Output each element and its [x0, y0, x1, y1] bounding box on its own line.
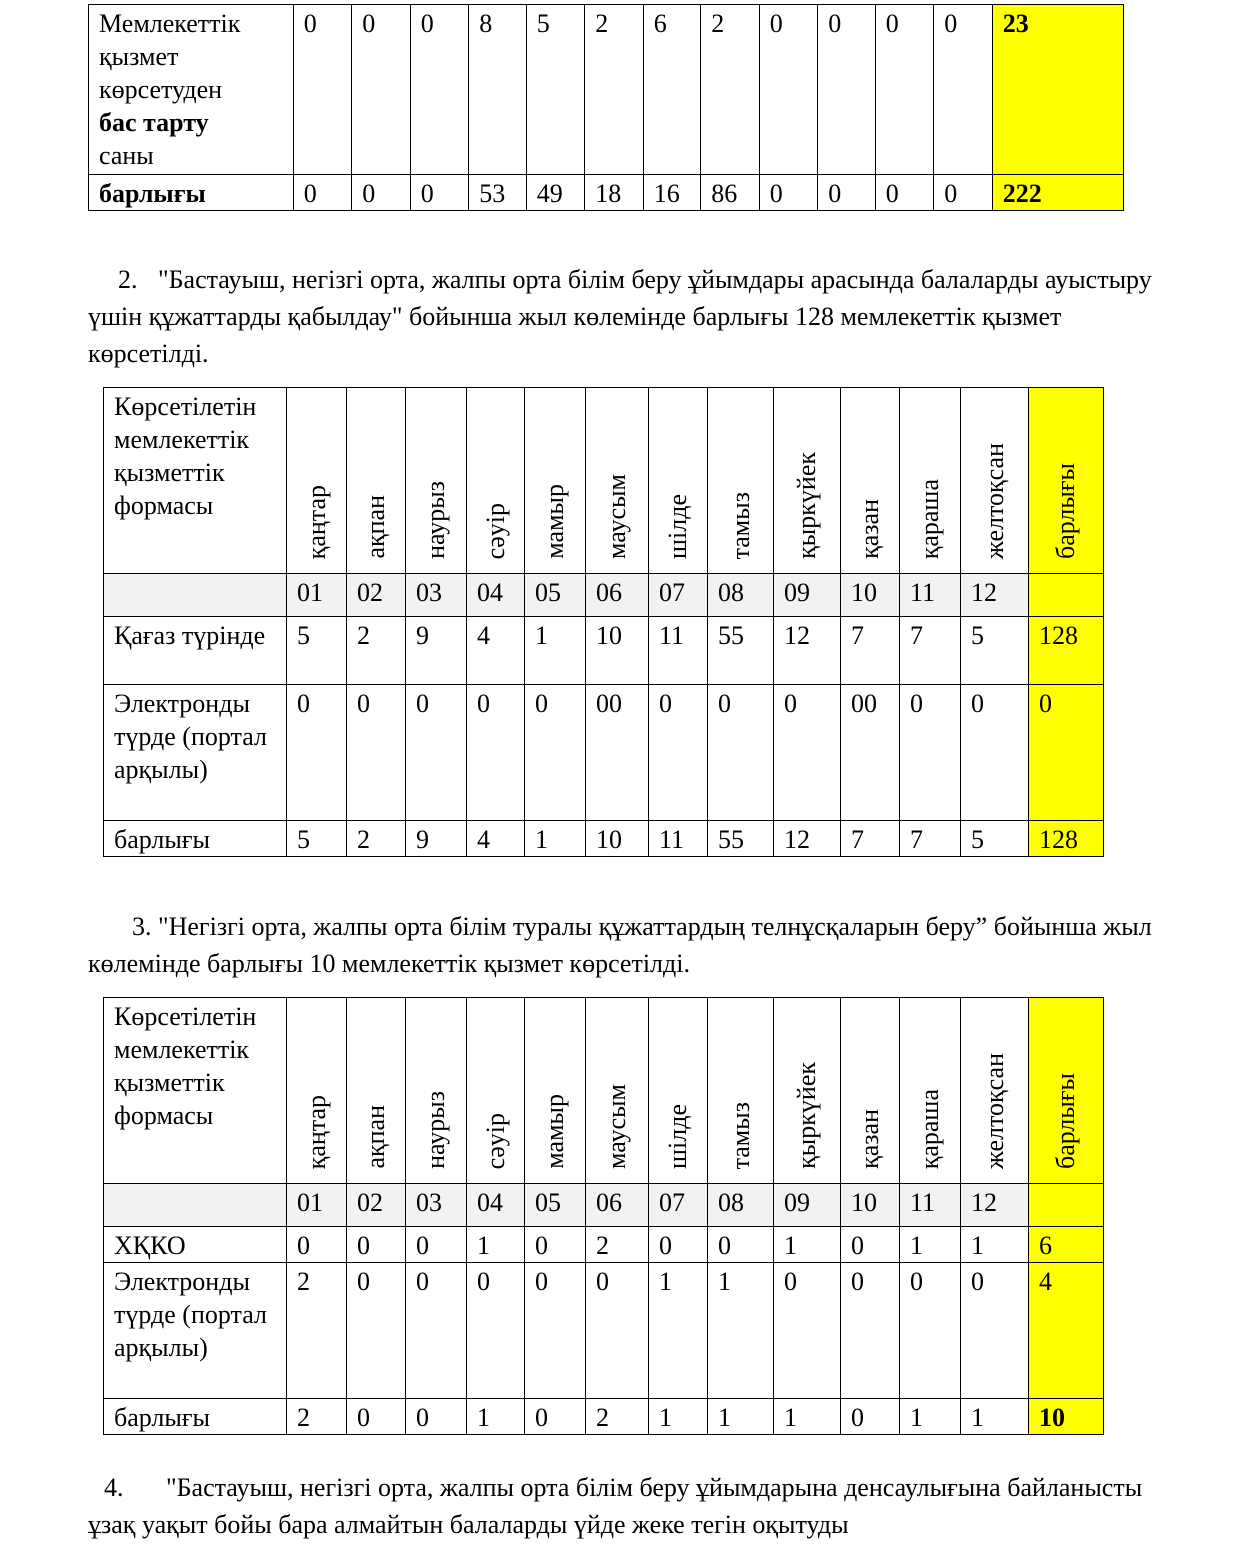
month-header: [774, 388, 841, 574]
table-cell: 5: [526, 5, 585, 175]
table-cell: 0: [759, 5, 818, 175]
table-cell: 5: [961, 821, 1029, 857]
table-cell: 11: [649, 617, 708, 685]
table-cell: 1: [525, 617, 586, 685]
table-cell: 0: [818, 175, 876, 211]
month-header: [649, 998, 708, 1184]
month-code: 12: [961, 574, 1029, 617]
row-label: Мемлекеттік қызмет көрсетуден бас тарту саны: [89, 5, 294, 175]
table-cell: 0: [875, 5, 934, 175]
table-cell: 1: [708, 1263, 774, 1399]
month-header: [900, 388, 961, 574]
section-4-text: "Бастауыш, негізгі орта, жалпы орта білім беру ұйымдарына денсаулығына байланысты ұзақ уақыт бойы бара алмайтын балаларды үйде жеке тегін оқытуды: [88, 1473, 1143, 1539]
table-row: [104, 685, 1104, 821]
table-cell: 16: [643, 175, 701, 211]
month-label: сәуір: [480, 1112, 510, 1169]
table-cell: 7: [900, 617, 961, 685]
month-header: [774, 998, 841, 1184]
month-label: тамыз: [725, 1101, 755, 1169]
month-code: 11: [900, 1184, 961, 1227]
table-cell: 2: [347, 821, 406, 857]
table-cell: 9: [406, 821, 467, 857]
month-code: 05: [525, 1184, 586, 1227]
month-code: 01: [287, 1184, 347, 1227]
month-header: [961, 998, 1029, 1184]
month-label: маусым: [602, 1084, 631, 1169]
month-label: қазан: [855, 1109, 884, 1169]
table-cell: 0: [774, 685, 841, 821]
table-2: [103, 387, 1104, 857]
month-header: [406, 998, 467, 1184]
header-row: [104, 388, 1104, 574]
table-row: [104, 821, 1104, 857]
month-header: [287, 998, 347, 1184]
table-cell: 0: [525, 1399, 586, 1435]
month-label: қаңтар: [301, 1094, 331, 1169]
month-code: 09: [774, 1184, 841, 1227]
code-label-cell: [104, 1184, 287, 1227]
table-cell: 0: [649, 685, 708, 821]
table-cell: 0: [934, 175, 993, 211]
table-cell: 7: [841, 821, 900, 857]
row-label: барлығы: [89, 175, 294, 211]
month-label: шілде: [663, 494, 692, 559]
table-cell: 10: [586, 617, 649, 685]
table-cell: 0: [287, 685, 347, 821]
month-label: қараша: [915, 478, 944, 559]
month-header: [961, 388, 1029, 574]
month-code: 07: [649, 1184, 708, 1227]
month-label: мамыр: [540, 484, 569, 559]
table-cell: 0: [352, 175, 411, 211]
month-header: [841, 388, 900, 574]
table-cell: 00: [586, 685, 649, 821]
total-cell: 10: [1029, 1399, 1104, 1435]
month-header: [287, 388, 347, 574]
table-cell: 0: [841, 1263, 900, 1399]
table-cell: 0: [841, 1399, 900, 1435]
table-cell: 2: [585, 5, 644, 175]
month-header: [649, 388, 708, 574]
row-label: Электронды түрде (портал арқылы): [104, 685, 287, 821]
month-label: наурыз: [421, 481, 450, 559]
row-label: Қағаз түрінде: [104, 617, 287, 685]
month-code: 11: [900, 574, 961, 617]
month-header: [525, 998, 586, 1184]
month-label: шілде: [663, 1104, 692, 1169]
month-label: ақпан: [361, 1105, 390, 1169]
table-cell: 1: [467, 1399, 525, 1435]
table-cell: 0: [287, 1227, 347, 1263]
section-3-text: "Негізгі орта, жалпы орта білім туралы құжаттардың телнұсқаларын беру” бойынша жыл көлемінде барлығы 10 мемлекеттік қызмет көрсетілді.: [88, 912, 1152, 978]
code-total-cell: [1029, 574, 1104, 617]
table-cell: 00: [841, 685, 900, 821]
total-cell: 128: [1029, 821, 1104, 857]
table-row: [89, 5, 1124, 175]
table-row: [104, 1263, 1104, 1399]
table-cell: 0: [406, 1227, 467, 1263]
month-code: 03: [406, 1184, 467, 1227]
month-code: 08: [708, 1184, 774, 1227]
row-label: барлығы: [104, 821, 287, 857]
month-code: 08: [708, 574, 774, 617]
month-label: мамыр: [540, 1094, 569, 1169]
code-row: [104, 574, 1104, 617]
table-cell: 49: [526, 175, 585, 211]
table-cell: 1: [961, 1227, 1029, 1263]
table-cell: 0: [406, 1399, 467, 1435]
row-label: ХҚКО: [104, 1227, 287, 1263]
table-cell: 0: [708, 685, 774, 821]
table-cell: 0: [347, 1399, 406, 1435]
table-cell: 0: [467, 1263, 525, 1399]
table-cell: 53: [469, 175, 527, 211]
table-cell: 0: [525, 1263, 586, 1399]
month-label: ақпан: [361, 495, 390, 559]
month-code: 04: [467, 574, 525, 617]
table-row: [104, 1227, 1104, 1263]
table-cell: 1: [649, 1399, 708, 1435]
table-cell: 4: [467, 617, 525, 685]
table-row: [89, 175, 1124, 211]
table-cell: 2: [287, 1399, 347, 1435]
table-cell: 9: [406, 617, 467, 685]
month-header: [586, 388, 649, 574]
month-code: 01: [287, 574, 347, 617]
month-label: қаңтар: [301, 484, 331, 559]
table-cell: 5: [961, 617, 1029, 685]
month-header: [708, 388, 774, 574]
month-header: [467, 998, 525, 1184]
table-cell: 1: [900, 1227, 961, 1263]
table-cell: 12: [774, 821, 841, 857]
table-cell: 1: [774, 1399, 841, 1435]
table-cell: 0: [934, 5, 993, 175]
table-cell: 2: [347, 617, 406, 685]
table-cell: 0: [961, 1263, 1029, 1399]
month-label: тамыз: [725, 491, 755, 559]
table-cell: 0: [818, 5, 876, 175]
total-header: [1029, 388, 1104, 574]
month-label: желтоқсан: [979, 442, 1009, 559]
table-cell: 1: [708, 1399, 774, 1435]
code-total-cell: [1029, 1184, 1104, 1227]
table-cell: 0: [649, 1227, 708, 1263]
month-code: 02: [347, 574, 406, 617]
table-cell: 0: [774, 1263, 841, 1399]
section-4-number: 4.: [104, 1473, 124, 1502]
month-header: [900, 998, 961, 1184]
table-cell: 2: [287, 1263, 347, 1399]
table-cell: 11: [649, 821, 708, 857]
table-cell: 2: [586, 1399, 649, 1435]
total-cell: 4: [1029, 1263, 1104, 1399]
total-header: [1029, 998, 1104, 1184]
table-cell: 0: [347, 1227, 406, 1263]
table-cell: 18: [585, 175, 644, 211]
header-label: Көрсетілетін мемлекеттік қызметтік формасы: [104, 998, 287, 1184]
table-cell: 0: [293, 5, 352, 175]
month-code: 07: [649, 574, 708, 617]
total-label: барлығы: [1051, 462, 1080, 559]
total-cell: 128: [1029, 617, 1104, 685]
month-header: [525, 388, 586, 574]
month-label: қыркүйек: [792, 452, 821, 559]
month-header: [467, 388, 525, 574]
total-cell: 23: [992, 5, 1123, 175]
month-code: 06: [586, 574, 649, 617]
row-label: барлығы: [104, 1399, 287, 1435]
table-cell: 86: [701, 175, 760, 211]
month-code: 04: [467, 1184, 525, 1227]
section-2-paragraph: [88, 261, 1188, 372]
code-label-cell: [104, 574, 287, 617]
row-label: Электронды түрде (портал арқылы): [104, 1263, 287, 1399]
table-cell: 0: [410, 5, 469, 175]
total-cell: 0: [1029, 685, 1104, 821]
table-cell: 0: [961, 685, 1029, 821]
month-label: сәуір: [480, 502, 510, 559]
month-header: [708, 998, 774, 1184]
total-cell: 222: [992, 175, 1123, 211]
table-cell: 0: [347, 685, 406, 821]
section-2-text: "Бастауыш, негізгі орта, жалпы орта білім беру ұйымдары арасында балаларды ауыстыру үшін құжаттарды қабылдау" бойынша жыл көлемінде барлығы 128 мемлекеттік қызмет көрсетілді.: [88, 265, 1152, 368]
table-cell: 0: [525, 1227, 586, 1263]
table-cell: 0: [467, 685, 525, 821]
table-cell: 5: [287, 617, 347, 685]
table-cell: 0: [293, 175, 352, 211]
table-cell: 1: [900, 1399, 961, 1435]
table-cell: 0: [406, 1263, 467, 1399]
month-code: 03: [406, 574, 467, 617]
table-cell: 12: [774, 617, 841, 685]
month-label: желтоқсан: [979, 1052, 1009, 1169]
table-cell: 1: [525, 821, 586, 857]
month-label: қазан: [855, 499, 884, 559]
table-cell: 1: [774, 1227, 841, 1263]
month-code: 10: [841, 574, 900, 617]
month-label: наурыз: [421, 1091, 450, 1169]
table-cell: 1: [961, 1399, 1029, 1435]
code-row: [104, 1184, 1104, 1227]
month-code: 12: [961, 1184, 1029, 1227]
total-cell: 6: [1029, 1227, 1104, 1263]
table-row: [104, 1399, 1104, 1435]
table-cell: 0: [759, 175, 818, 211]
table-cell: 6: [643, 5, 701, 175]
table-cell: 0: [525, 685, 586, 821]
table-cell: 4: [467, 821, 525, 857]
table-cell: 0: [841, 1227, 900, 1263]
table-cell: 0: [875, 175, 934, 211]
month-header: [347, 388, 406, 574]
table-cell: 8: [469, 5, 527, 175]
table-cell: 0: [352, 5, 411, 175]
table-cell: 0: [900, 1263, 961, 1399]
section-3-paragraph: [88, 908, 1188, 982]
section-3-number: 3.: [132, 912, 152, 941]
header-label: Көрсетілетін мемлекеттік қызметтік формасы: [104, 388, 287, 574]
section-2-number: 2.: [118, 265, 138, 294]
table-cell: 1: [467, 1227, 525, 1263]
month-code: 09: [774, 574, 841, 617]
table-cell: 2: [586, 1227, 649, 1263]
header-row: [104, 998, 1104, 1184]
table-cell: 55: [708, 617, 774, 685]
table-cell: 0: [900, 685, 961, 821]
table-cell: 0: [347, 1263, 406, 1399]
table-cell: 7: [841, 617, 900, 685]
month-label: қыркүйек: [792, 1062, 821, 1169]
month-code: 06: [586, 1184, 649, 1227]
month-code: 10: [841, 1184, 900, 1227]
table-cell: 10: [586, 821, 649, 857]
month-label: қараша: [915, 1088, 944, 1169]
row-label-bold: бас тарту: [99, 108, 209, 137]
table-cell: 0: [410, 175, 469, 211]
table-cell: 5: [287, 821, 347, 857]
table-cell: 1: [649, 1263, 708, 1399]
table-cell: 0: [586, 1263, 649, 1399]
table-row: [104, 617, 1104, 685]
month-header: [406, 388, 467, 574]
month-code: 05: [525, 574, 586, 617]
table-cell: 0: [406, 685, 467, 821]
table-cell: 2: [701, 5, 760, 175]
table-cell: 7: [900, 821, 961, 857]
month-label: маусым: [602, 474, 631, 559]
table-3: [103, 997, 1104, 1435]
table-cell: 55: [708, 821, 774, 857]
total-label: барлығы: [1051, 1072, 1080, 1169]
month-header: [841, 998, 900, 1184]
month-code: 02: [347, 1184, 406, 1227]
section-4-paragraph: [88, 1469, 1188, 1543]
month-header: [586, 998, 649, 1184]
table-1: [88, 4, 1124, 211]
table-cell: 0: [708, 1227, 774, 1263]
month-header: [347, 998, 406, 1184]
